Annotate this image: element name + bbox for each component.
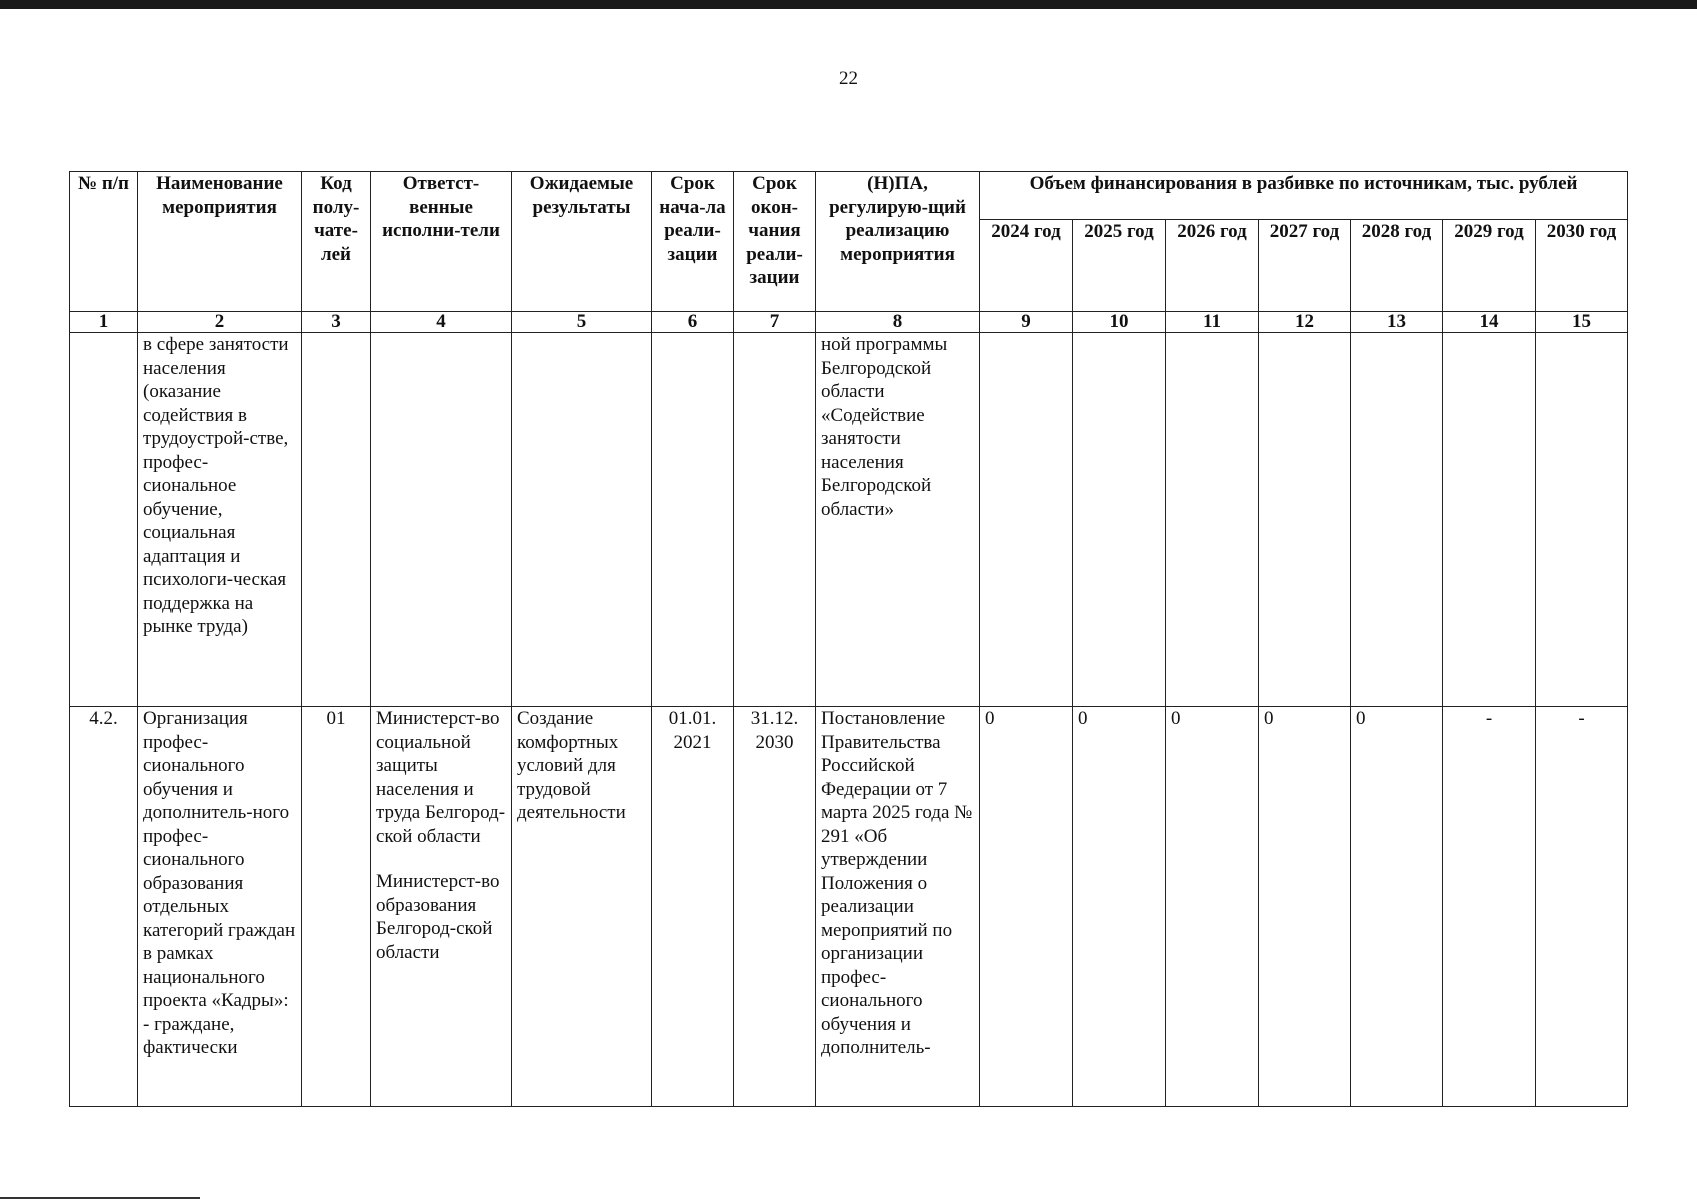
responsible-executor-2: Министерст-во образования Белгород-ской области bbox=[376, 871, 500, 963]
funding-value: 0 bbox=[1259, 707, 1351, 1107]
start-date: 01.01. 2021 bbox=[652, 707, 734, 1107]
funding-value: 0 bbox=[980, 707, 1073, 1107]
column-number: 13 bbox=[1351, 312, 1443, 333]
scan-top-border bbox=[0, 0, 1697, 9]
table-row bbox=[70, 333, 1628, 707]
column-number: 15 bbox=[1536, 312, 1628, 333]
funding-value: - bbox=[1443, 707, 1536, 1107]
column-number: 11 bbox=[1166, 312, 1259, 333]
year-header: 2027 год bbox=[1259, 220, 1351, 312]
column-number: 14 bbox=[1443, 312, 1536, 333]
column-number: 9 bbox=[980, 312, 1073, 333]
column-number: 4 bbox=[371, 312, 512, 333]
header-funding: Объем финансирования в разбивке по источникам, тыс. рублей bbox=[980, 172, 1628, 220]
funding-value: 0 bbox=[1166, 707, 1259, 1107]
column-number: 5 bbox=[512, 312, 652, 333]
funding-value: 0 bbox=[1073, 707, 1166, 1107]
column-number: 2 bbox=[138, 312, 302, 333]
column-number: 3 bbox=[302, 312, 371, 333]
responsible-executors bbox=[371, 707, 512, 1107]
table-row bbox=[70, 707, 1628, 1107]
footnote-divider bbox=[0, 1197, 200, 1199]
column-number: 6 bbox=[652, 312, 734, 333]
activity-name: Организация профес-сионального обучения и дополнитель-ного профес-сионального образования отдельных категорий граждан в рамках национального проекта «Кадры»: - граждане, фактически bbox=[138, 707, 302, 1107]
responsible-executor-1: Министерст-во социальной защиты населения и труда Белгород-ской области bbox=[376, 708, 506, 847]
header-row bbox=[70, 172, 1628, 220]
activity-name-continued: в сфере занятости населения (оказание содействия в трудоустрой-стве, профес-сиональное обучение, социальная адаптация и психологи-ческая поддержка на рынке труда) bbox=[138, 333, 302, 707]
header-npa: (Н)ПА, регулирую-щий реализацию мероприятия bbox=[816, 172, 980, 312]
npa-continued: ной программы Белгородской области «Содействие занятости населения Белгородской области» bbox=[816, 333, 980, 707]
column-number: 10 bbox=[1073, 312, 1166, 333]
expected-results: Создание комфортных условий для трудовой деятельности bbox=[512, 707, 652, 1107]
page-number: 22 bbox=[839, 68, 858, 89]
column-number: 8 bbox=[816, 312, 980, 333]
row-number: 4.2. bbox=[70, 707, 138, 1107]
column-number: 1 bbox=[70, 312, 138, 333]
column-number: 7 bbox=[734, 312, 816, 333]
year-header: 2026 год bbox=[1166, 220, 1259, 312]
year-header: 2029 год bbox=[1443, 220, 1536, 312]
year-header: 2024 год bbox=[980, 220, 1073, 312]
funding-value: - bbox=[1536, 707, 1628, 1107]
recipient-code: 01 bbox=[302, 707, 371, 1107]
funding-value: 0 bbox=[1351, 707, 1443, 1107]
end-date: 31.12. 2030 bbox=[734, 707, 816, 1107]
year-header: 2028 год bbox=[1351, 220, 1443, 312]
header-expected: Ожидаемые результаты bbox=[512, 172, 652, 312]
activities-table bbox=[69, 171, 1628, 1107]
column-number-row bbox=[70, 312, 1628, 333]
header-start: Срок нача-ла реали-зации bbox=[652, 172, 734, 312]
header-num: № п/п bbox=[70, 172, 138, 312]
header-end: Срок окон-чания реали-зации bbox=[734, 172, 816, 312]
year-header: 2030 год bbox=[1536, 220, 1628, 312]
column-number: 12 bbox=[1259, 312, 1351, 333]
header-responsible: Ответст-венные исполни-тели bbox=[371, 172, 512, 312]
npa-regulation: Постановление Правительства Российской Федерации от 7 марта 2025 года № 291 «Об утверждении Положения о реализации мероприятий по организации профес-сионального обучения и дополнитель- bbox=[816, 707, 980, 1107]
header-code: Код полу-чате-лей bbox=[302, 172, 371, 312]
year-header: 2025 год bbox=[1073, 220, 1166, 312]
header-name: Наименование мероприятия bbox=[138, 172, 302, 312]
